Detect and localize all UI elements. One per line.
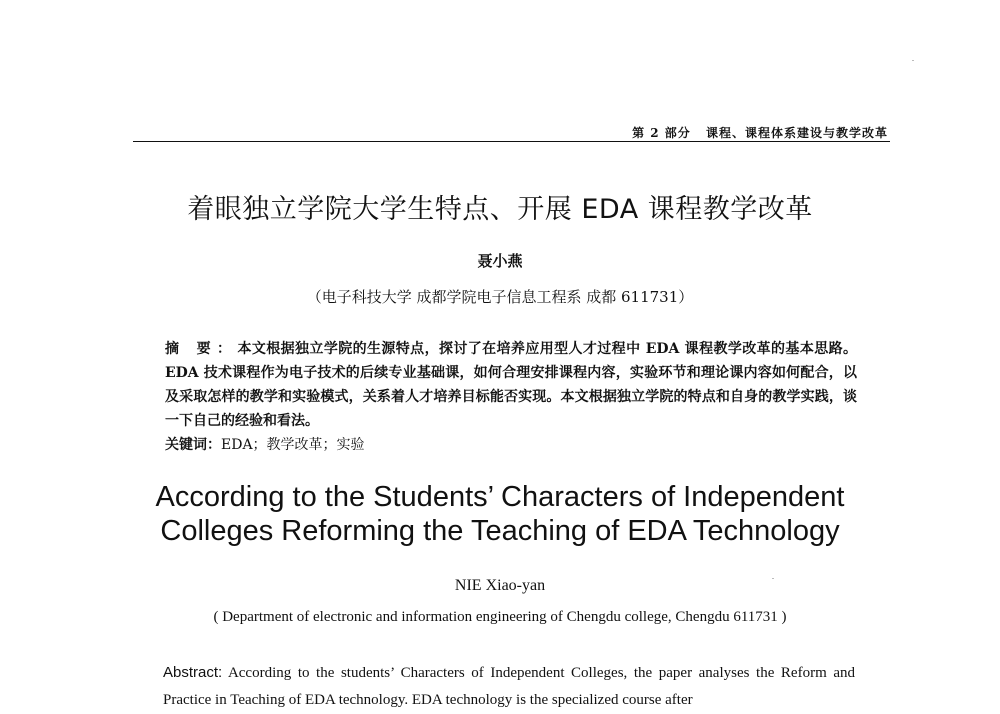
- english-title: [0, 480, 1000, 548]
- running-header: [622, 124, 888, 141]
- header-rule: [133, 141, 890, 142]
- chinese-abstract: [165, 337, 857, 433]
- chinese-affiliation: （电子科技大学 成都学院电子信息工程系 成都 611731）: [306, 288, 694, 306]
- english-abstract-label: Abstract:: [163, 664, 223, 681]
- running-header-section: 第 2 部分: [632, 126, 691, 140]
- chinese-abstract-text: 本文根据独立学院的生源特点，探讨了在培养应用型人才过程中 EDA 课程教学改革的基本思路。EDA 技术课程作为电子技术的后续专业基础课，如何合理安排课程内容，实验环节和理论课内容如何配合，以及采取怎样的教学和实验模式，关系着人才培养目标能否实现。本文根据独立学院的特点和自身的教学实践，谈一下自己的经验和看法。: [165, 341, 858, 429]
- chinese-keywords-label: 关键词：: [165, 437, 221, 453]
- scan-speck: [912, 60, 914, 61]
- english-affiliation: ( Department of electronic and information engineering of Chengdu college, Chengdu 611731 ): [213, 609, 787, 625]
- english-abstract-text: According to the students’ Characters of Independent Colleges, the paper analyses the Reform and Practice in Teaching of EDA technology. EDA technology is the specialized course after: [163, 665, 855, 708]
- chinese-author: 聂小燕: [477, 252, 523, 270]
- chinese-keywords-text: EDA；教学改革；实验: [221, 437, 365, 453]
- chinese-title: 着眼独立学院大学生特点、开展 EDA 课程教学改革: [187, 194, 813, 225]
- chinese-abstract-label: 摘 要：: [165, 341, 238, 357]
- english-abstract: [163, 659, 855, 714]
- english-author: NIE Xiao-yan: [454, 577, 546, 594]
- running-header-topic: 课程、课程体系建设与教学改革: [705, 126, 888, 140]
- english-title-line-2: Colleges Reforming the Teaching of EDA Technology: [160, 515, 840, 547]
- chinese-keywords: [165, 433, 365, 457]
- english-title-line-1: According to the Students’ Characters of Independent: [155, 481, 845, 513]
